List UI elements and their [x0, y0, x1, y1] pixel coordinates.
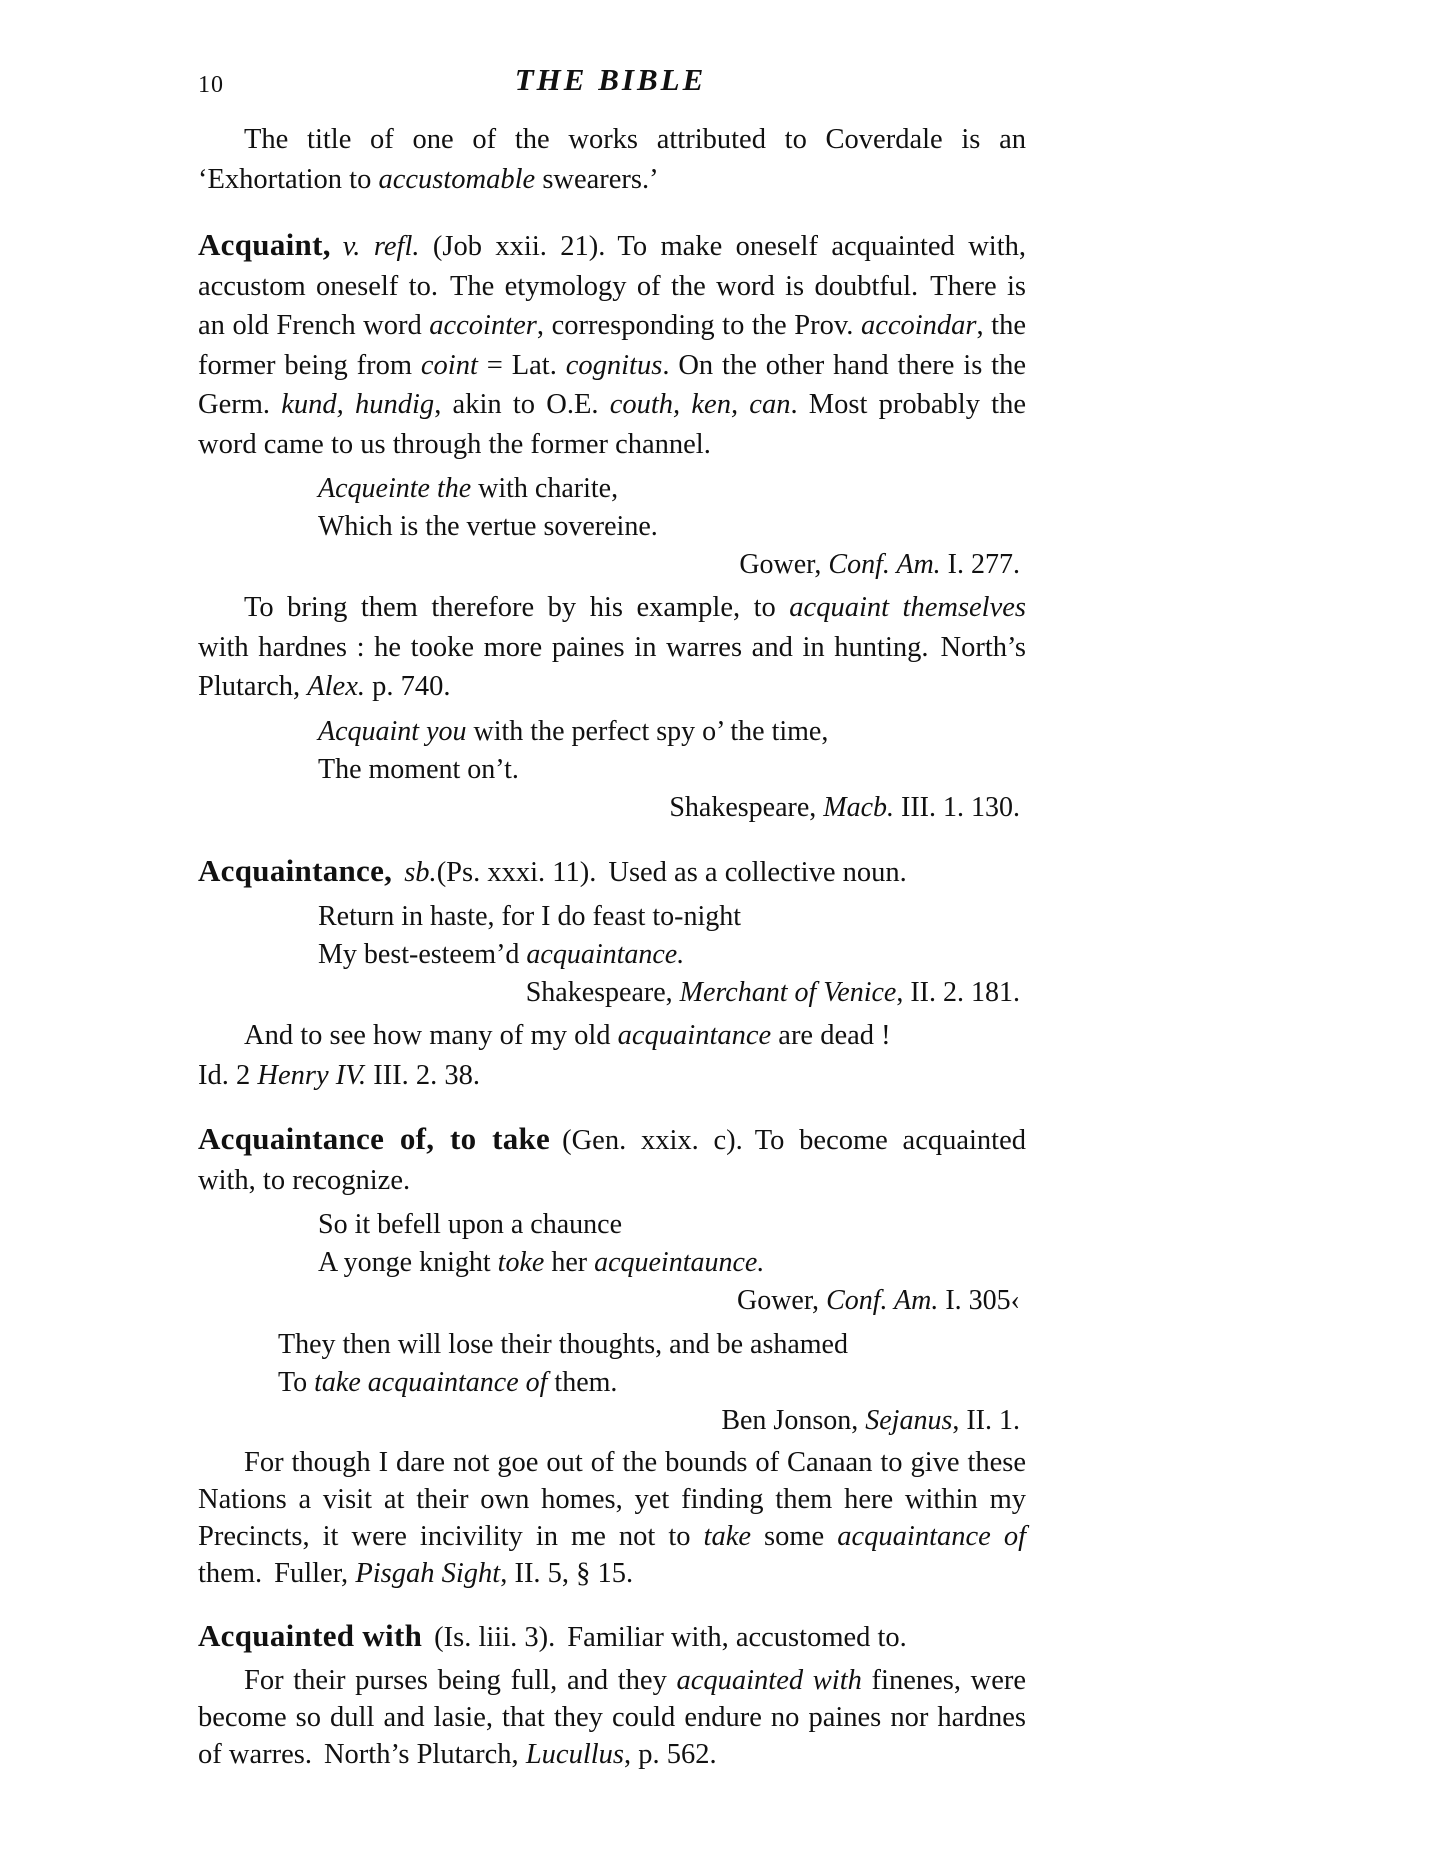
etym-italic-couth-ken-can: couth, ken, can	[609, 389, 791, 420]
quotation-verse-macbeth	[198, 713, 1026, 789]
reference-acquaint: (Job xxii. 21).	[432, 231, 606, 262]
etym-italic-coint: coint	[420, 349, 478, 381]
page-folio-number: 10	[198, 72, 224, 98]
etym-text-6: , akin to O.E.	[434, 389, 610, 420]
quotation-verse-merchant	[198, 898, 1026, 974]
citation-locator: , II. 2. 181.	[896, 977, 1020, 1008]
intro-italic-accustomable: accustomable	[378, 163, 536, 195]
citation-locator: III. 2. 38.	[366, 1059, 481, 1091]
entry-acquaintance-definition	[198, 851, 1026, 893]
citation-work: Merchant of Venice	[679, 977, 897, 1008]
verse-line: The moment on’t.	[318, 753, 519, 785]
headword-acquaintance: Acquaintance,	[198, 852, 393, 888]
quote-italic-1: acquaint themselves	[789, 592, 1026, 623]
citation-locator: I. 277.	[940, 549, 1020, 580]
citation-work: Conf. Am.	[826, 1285, 939, 1316]
running-head	[198, 62, 1023, 102]
running-title: THE BIBLE	[514, 62, 707, 97]
verse-line: A yonge knight toke her acqueintaunce.	[318, 1247, 765, 1278]
quotation-verse-ben-jonson	[198, 1326, 1026, 1402]
quote-text-2: finenes, were become so dull and lasie, that they could endure no paines nor hardnes of warres.	[198, 1664, 1026, 1770]
quotation-prose-henry-iv	[198, 1016, 1026, 1095]
quote-text-2: with hardnes : he tooke more paines in warres and in hunting.	[198, 631, 929, 663]
citation-author: Ben Jonson,	[721, 1405, 866, 1436]
verse-line: So it befell upon a chaunce	[318, 1209, 623, 1240]
etym-text-2: , corresponding to the Prov.	[536, 310, 861, 341]
quote-text-1: For their purses being full, and they	[244, 1664, 677, 1696]
citation-work: Pisgah Sight	[355, 1558, 501, 1589]
quote-italic-acquaintance-of: acquaintance of	[837, 1521, 1026, 1552]
quote-text-2: are dead !	[771, 1020, 891, 1051]
verse-line: Acqueinte the with charite,	[318, 473, 619, 504]
citation-macbeth	[198, 789, 1026, 827]
definition-acquaintance-of: To become acquainted with, to recognize.	[198, 1125, 1026, 1196]
citation-author: Gower,	[736, 1285, 827, 1316]
etym-italic-accointer: accointer	[429, 310, 537, 341]
citation-merchant-of-venice	[198, 974, 1026, 1012]
citation-locator: p. 740.	[365, 671, 451, 702]
quotation-verse-gower-277	[198, 470, 1026, 546]
entry-acquainted-with	[198, 1616, 1026, 1773]
citation-author: Shakespeare,	[669, 791, 824, 823]
reference-acquainted-with: (Is. liii. 3).	[434, 1622, 556, 1653]
quotation-prose-plutarch-alex	[198, 588, 1026, 707]
citation-locator: III. 1. 130.	[894, 791, 1020, 823]
citation-work: Sejanus	[865, 1405, 953, 1436]
citation-author: Fuller,	[274, 1558, 356, 1589]
citation-work: Henry IV.	[257, 1059, 367, 1091]
citation-author: North’s Plutarch,	[198, 631, 1026, 702]
citation-work: Conf. Am.	[828, 549, 941, 580]
definition-acquaintance: Used as a collective noun.	[608, 856, 907, 888]
verse-line: Which is the vertue sovereine.	[318, 511, 658, 542]
entry-acquaint	[198, 225, 1026, 827]
verse-line: Return in haste, for I do feast to-night	[318, 901, 742, 932]
definition-acquaint-1: To make oneself acquainted with, accustom oneself to.	[198, 231, 1026, 302]
citation-gower-305	[198, 1282, 1026, 1320]
quote-italic-take: take	[703, 1521, 752, 1552]
etym-italic-cognitus: cognitus	[565, 349, 663, 381]
quote-text-2: some	[751, 1521, 838, 1552]
citation-locator: I. 305‹	[938, 1285, 1020, 1316]
citation-author: Gower,	[739, 549, 829, 580]
citation-locator: , II. 5, § 15.	[500, 1558, 634, 1589]
quote-italic-1: acquaintance	[617, 1020, 772, 1051]
intro-text-2: swearers.’	[535, 163, 659, 195]
definition-acquainted-with: Familiar with, accustomed to.	[567, 1622, 907, 1653]
entry-acquaintance-of-definition	[198, 1119, 1026, 1200]
citation-author: Shakespeare,	[525, 977, 680, 1008]
quote-text-1: And to see how many of my old	[244, 1020, 618, 1051]
verse-line: They then will lose their thoughts, and be ashamed	[278, 1329, 848, 1360]
citation-locator: , II. 1.	[952, 1405, 1020, 1436]
quote-italic-acquainted-with: acquainted with	[676, 1664, 862, 1696]
intro-text-1: The title of one of the works attributed to Coverdale is an ‘Exhortation to	[198, 124, 1026, 195]
pos-acquaintance: sb.	[404, 856, 437, 888]
entry-acquaintance-of-to-take	[198, 1119, 1026, 1592]
headword-acquainted-with: Acquainted with	[198, 1618, 423, 1653]
verse-line: My best-esteem’d acquaintance.	[318, 939, 685, 970]
etym-text-5: . On the other hand there is the Germ.	[198, 349, 1026, 420]
quote-text-1: For though I dare not goe out of the bounds of Canaan to give these Nations a visit at their own homes, yet finding them here within my Precincts, it were incivility in me not to	[198, 1447, 1026, 1552]
citation-author: Id. 2	[198, 1059, 258, 1091]
entry-acquaint-definition	[198, 225, 1026, 464]
citation-ben-jonson-sejanus	[198, 1402, 1026, 1440]
reference-acquaintance: (Ps. xxxi. 11).	[436, 856, 597, 888]
headword-acquaint: Acquaint,	[198, 227, 331, 262]
citation-gower-277	[198, 546, 1026, 584]
etym-italic-kund-hundig: kund, hundig	[281, 389, 435, 420]
verse-line: Acquaint you with the perfect spy o’ the time,	[318, 715, 829, 747]
quotation-prose-plutarch-lucullus	[198, 1662, 1026, 1773]
citation-author: North’s Plutarch,	[323, 1738, 526, 1770]
citation-work: Alex.	[307, 671, 365, 702]
verse-line: To take acquaintance of them.	[278, 1367, 618, 1398]
intro-paragraph	[198, 120, 1026, 199]
quotation-prose-fuller-pisgah	[198, 1444, 1026, 1592]
reference-acquaintance-of: (Gen. xxix. c).	[562, 1125, 743, 1156]
entry-acquainted-with-definition	[198, 1616, 1026, 1658]
quote-text-3: them.	[198, 1558, 263, 1589]
etym-text-1: There is an old French word	[198, 270, 1026, 341]
pos-acquaint: v. refl.	[342, 231, 420, 262]
quotation-verse-gower-305	[198, 1206, 1026, 1282]
text-column	[198, 120, 1026, 1773]
etym-text-4: = Lat.	[477, 349, 566, 381]
entry-acquaintance	[198, 851, 1026, 1096]
citation-work: Lucullus	[525, 1738, 624, 1770]
quote-text-1: To bring them therefore by his example, to	[244, 592, 790, 623]
etym-text-7: . Most probably the word came to us through the former channel.	[198, 389, 1026, 460]
citation-work: Macb.	[823, 791, 895, 823]
etym-italic-accoindar: accoindar	[860, 310, 977, 341]
headword-acquaintance-of-to-take: Acquaintance of, to take	[198, 1121, 551, 1156]
etym-text-3: , the former being from	[198, 310, 1026, 381]
citation-locator: , p. 562.	[624, 1738, 717, 1770]
definition-acquaint-2: The etymology of the word is doubtful.	[449, 270, 919, 302]
